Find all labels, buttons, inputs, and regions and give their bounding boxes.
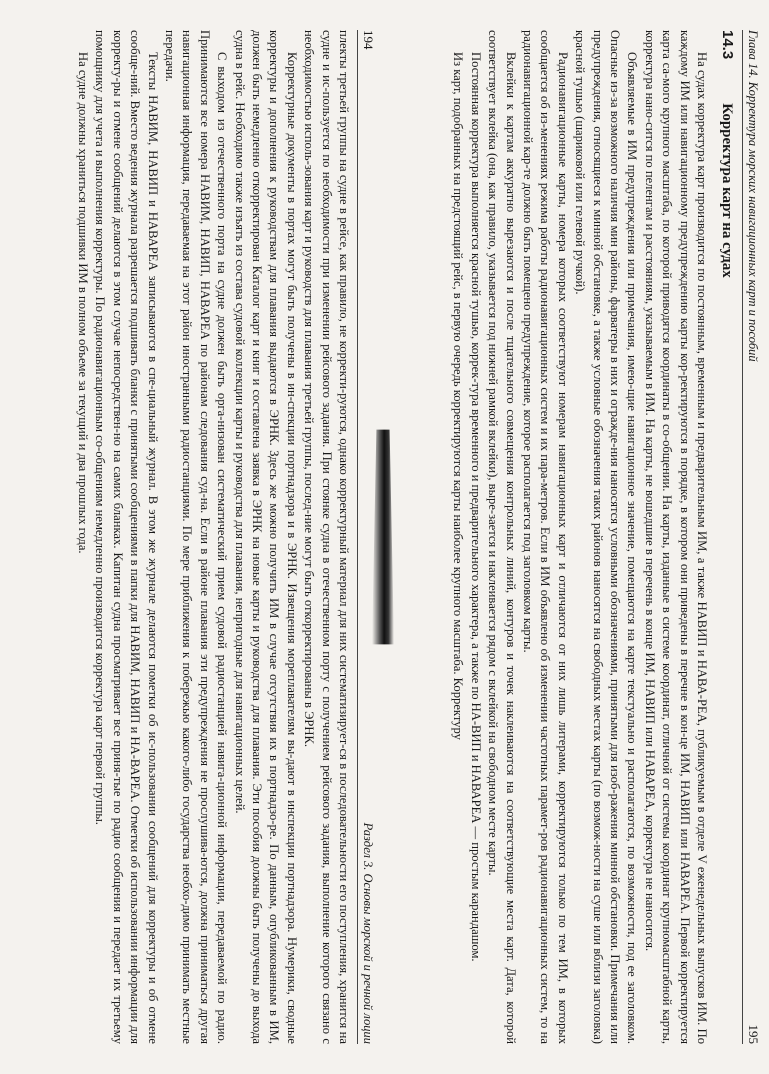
- paragraph: плекты третьей группы на судне в рейсе, как правило, не корректи-руются, однако корректурный материал для них систематизирует-ся в последовательности его поступления, хранится на судне и ис-пользуется по необходимости при изменении рейсового задания. При стоянке судна в отечественном порту с получением рейсового задания, выполнение которого связано с необходимостью исполь-зования карт и руководств для плавания третьей группы, послед-ние могут быть откорректированы в ЭРНК.: [302, 30, 351, 1044]
- paragraph: На судне должны храниться подшивки ИМ в полном объеме за текущий и два прошлых года.: [75, 52, 90, 554]
- paragraph: Тексты НАВИМ, НАВИП и НАВАРЕА записываются в спе-циальный журнал. В этом же журнале делаются пометки об ис-пользовании сообщений для корректуры и об отмене сообще-ний. Вместо ведения журнала разрешается подшивать бланки с принятыми сообщениями в папки для НАВИМ, НАВИП и НА-ВАРЕА. Отметки об использовании информации для корректу-ры и отмене сообщений делаются в этом случае непосредствен-но на самих бланках. Капитан судна просматривает все приня-тые по радио сообщения и передает их третьему помощнику для учета и выполнения корректуры. По радионавигационным со-общениям немедленно производится корректура карт первой группы.: [93, 30, 160, 1044]
- page-194: [0, 0, 384, 1074]
- paragraph: Вклейки к картам аккуратно вырезаются и после тщательного совмещения контрольных линий, контуров и точек наклеиваются на соответствующие места карт. Дата, которой соответствует вклейка (она, как правило, указывается под нижней рамкой вклейки), выре-зается и наклеивается рядом с вклейкой на свободном месте карты.: [486, 30, 518, 1044]
- paragraph: На судах корректура карт производится по постоянным, временным и предварительным ИМ, а также НАВИП и НАВА-РЕА, публикуемым в отделе V еженедельных выпусков ИМ. По каждому ИМ или навигационному предупреждению карты кор-ректируются в порядке, в котором они приведены в перечне в кон-це ИМ, НАВИП или НАВАРЕА. Первой корректируется карта са-мого крупного масштаба, по которой приводятся координаты в со-общении. На карты, изданные в системе координат, отличной от системы координат крупномасштабной карты, корректура нано-сится по пеленгам и расстояниям, указываемым в ИМ. На карты, не вошедшие в перечень в конце ИМ, НАВИП или НАВАРЕА, корректура не наносится.: [642, 30, 709, 1044]
- running-head: [742, 30, 761, 1044]
- paragraph: Корректурные документы в портах могут быть получены в ин-спекции портнадзора и в ЭРНК. Извещения мореплавателям вы-дают в инспекции портнадзора. Нумерики, сводные корректуры и дополнения к руководствам для плавания выдаются в ЭРНК. Здесь же можно получить ИМ в случае отсутствия их в портнадзо-ре. По данным, опубликованным в ИМ, должен быть немедленно откорректирован Каталог карт и книг и составлена заявка в ЭРНК на новые карты и руководства для плавания. Эти пособия должны быть получены до выхода судна в рейс. Необходимо также изъять из состава судовой коллекции карты и руководства для плавания, непригодные для навигационных целей.: [232, 30, 299, 1044]
- paragraph: Объявляемые в ИМ предупреждения или примечания, имею-щие навигационное значение, помещаются на карте текстуально и располагаются, по возможности, под ее заголовком. Опасные из-за возможного наличия мин районы, фарватеры в них и огражде-ния наносятся условными обозначениями, принятыми для изоб-ражения минной обстановки. Примечания или предупреждения, относящиеся к минной обстановке, а также условные обозначения таких районов наносятся на свободных местах карты (по возмож-ности на суше или вблизи заголовка) красной тушью (шариковой или гелевой ручкой).: [573, 30, 640, 1044]
- paragraph: Постоянная корректура выполняется красной тушью, коррек-тура временного и предварительного характера, а также по НА-ВИП и НАВАРЕА — простым карандашом.: [468, 52, 483, 962]
- paragraph: С выходом из отечественного порта на судне должен быть орга-низован систематический прием судовой радиостанцией навига-ционной информации, передаваемой по радио. Принимаются все номера НАВИМ, НАВИП, НАВАРЕА по районам следования суд-на. Если в районе плавания эти предупреждения не прослушива-ются, должна приниматься другая навигационная информация, передаваемая на этот район иностранными радиостанциями. По мере приближения к побережью какого-либо государства необхо-димо принимать местные передачи.: [162, 30, 230, 1044]
- section-heading: [718, 30, 736, 1044]
- paragraph: Радионавигационные карты, номера которых соответствуют номерам навигационных карт и отличаются от них лишь литерами, корректируются только по тем ИМ, в которых сообщается об из-менениях режима работы радионавигационных систем и их пара-метров. Если в ИМ объявлено об изменении частотных парамет-ров радионавигационных систем, то на радионавигационной кар-те должно быть помещено предупреждение, которое располагается под заголовком карты.: [520, 30, 570, 1044]
- section-number: 14.3: [719, 30, 736, 60]
- running-head: [357, 30, 376, 1044]
- paragraph: Из карт, подобранных на предстоящий рейс, в первую очередь корректируются карты наиболее крупного масштаба. Корректуру: [451, 52, 466, 740]
- page-number: 194: [361, 30, 376, 50]
- page-195: [385, 0, 769, 1074]
- section-title: Корректура карт на судах: [719, 103, 735, 278]
- page-number: 195: [746, 1024, 761, 1044]
- running-head-title: Раздел 3. Основы морской и речной лоции: [361, 822, 375, 1044]
- running-head-title: Глава 14. Корректура морских навигационных карт и пособий: [746, 30, 760, 362]
